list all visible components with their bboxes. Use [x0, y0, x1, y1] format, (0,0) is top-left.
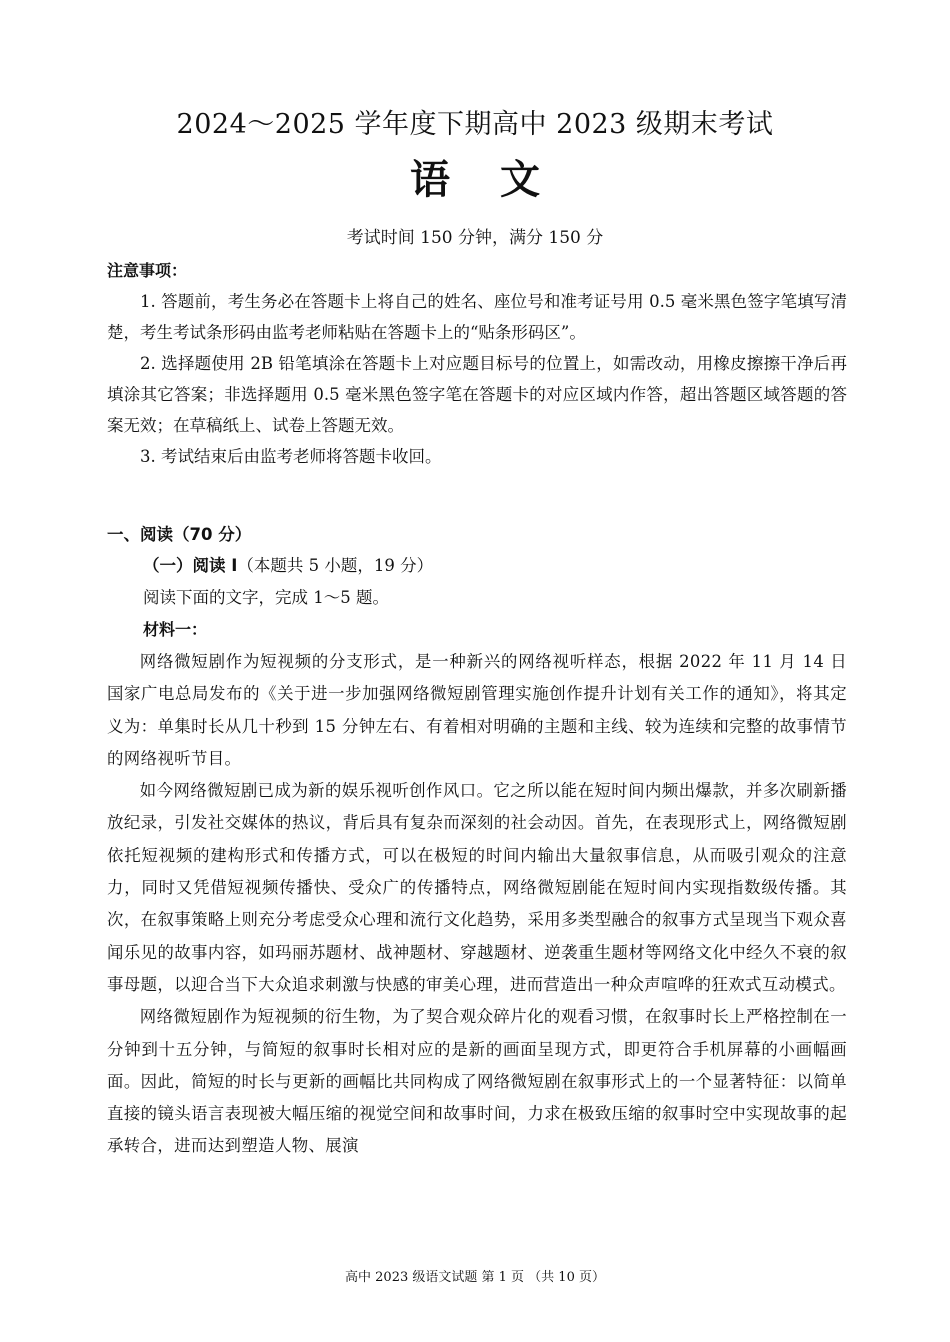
material-paragraph-2: 如今网络微短剧已成为新的娱乐视听创作风口。它之所以能在短时间内频出爆款，并多次刷新播放纪录，引发社交媒体的热议，背后具有复杂而深刻的社会动因。首先，在表现形式上，网络微短剧依托短视频的建构形式和传播方式，可以在极短的时间内输出大量叙事信息，从而吸引观众的注意力，同时又凭借短视频传播快、受众广的传播特点，网络微短剧能在短时间内实现指数级传播。其次，在叙事策略上则充分考虑受众心理和流行文化趋势，采用多类型融合的叙事方式呈现当下观众喜闻乐见的故事内容，如玛丽苏题材、战神题材、穿越题材、逆袭重生题材等网络文化中经久不衰的叙事母题，以迎合当下大众追求刺激与快感的审美心理，进而营造出一种众声喧哗的狂欢式互动模式。 — [107, 781, 847, 994]
material-heading: 材料一： — [143, 620, 208, 639]
subsection-detail: （本题共 5 小题，19 分） — [237, 556, 434, 575]
note-item-1: 1. 答题前，考生务必在答题卡上将自己的姓名、座位号和准考证号用 0.5 毫米黑色签字笔填写清楚，考生考试条形码由监考老师粘贴在答题卡上的“贴条形码区”。 — [107, 292, 847, 342]
material-paragraph-3: 网络微短剧作为短视频的衍生物，为了契合观众碎片化的观看习惯，在叙事时长上严格控制在一分钟到十五分钟，与简短的叙事时长相对应的是新的画面呈现方式，即更符合手机屏幕的小画幅画面。因此，简短的时长与更新的画幅比共同构成了网络微短剧在叙事形式上的一个显著特征：以简单直接的镜头语言表现被大幅压缩的视觉空间和故事时间，力求在极致压缩的叙事时空中实现故事的起承转合，进而达到塑造人物、展演 — [107, 1007, 847, 1156]
note-item-2: 2. 选择题使用 2B 铅笔填涂在答题卡上对应题目标号的位置上，如需改动，用橡皮擦擦干净后再填涂其它答案；非选择题用 0.5 毫米黑色签字笔在答题卡的对应区域内作答，超出答题区域答题的答案无效；在草稿纸上、试卷上答题无效。 — [107, 354, 847, 435]
section-heading: 一、阅读（70 分） — [107, 525, 252, 544]
notes-section — [107, 258, 847, 472]
page-footer: 高中 2023 级语文试题 第 1 页 （共 10 页） — [345, 1270, 605, 1285]
exam-info: 考试时间 150 分钟，满分 150 分 — [346, 228, 604, 248]
notes-heading: 注意事项： — [107, 261, 188, 280]
reading-instruction: 阅读下面的文字，完成 1～5 题。 — [143, 588, 389, 607]
reading-section — [107, 520, 847, 1163]
subsection-heading — [107, 550, 847, 582]
subject-title: 语 文 — [410, 156, 558, 203]
material-paragraph-1: 网络微短剧作为短视频的分支形式，是一种新兴的网络视听样态，根据 2022 年 11 月 14 日国家广电总局发布的《关于进一步加强网络微短剧管理实施创作提升计划有关工作的通知》，将其定义为：单集时长从几十秒到 15 分钟左右、有着相对明确的主题和主线、较为连续和完整的故事情节的网络视听节目。 — [107, 652, 847, 768]
exam-title: 2024～2025 学年度下期高中 2023 级期末考试 — [176, 109, 774, 140]
subsection-title: （一）阅读 Ⅰ — [143, 556, 238, 575]
note-item-3: 3. 考试结束后由监考老师将答题卡收回。 — [140, 447, 442, 466]
